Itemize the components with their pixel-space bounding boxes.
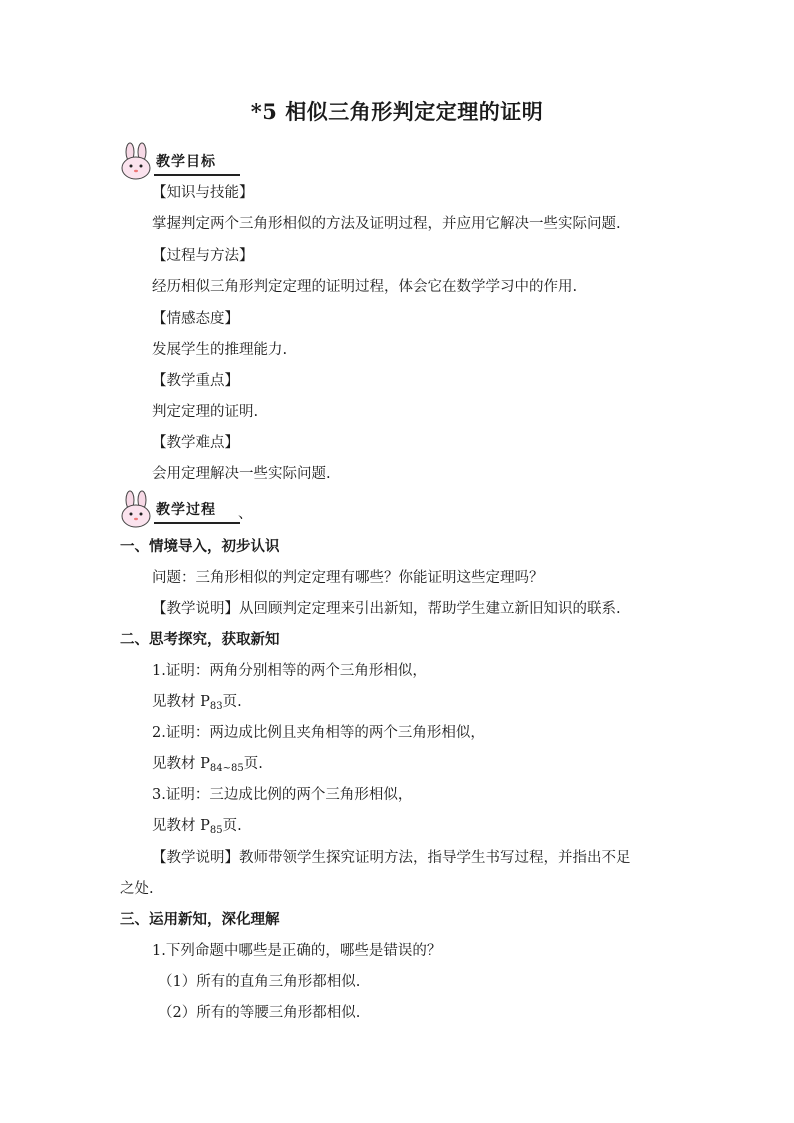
text-attitude: 发展学生的推理能力.: [152, 342, 288, 358]
page-title: *5 相似三角形判定定理的证明: [250, 99, 544, 124]
text-question-1: 1.下列命题中哪些是正确的，哪些是错误的？: [152, 943, 442, 959]
label-difficulty: 【教学难点】: [152, 435, 239, 451]
label-key-point: 【教学重点】: [152, 373, 239, 389]
heading-intro: 一、情境导入，初步认识: [120, 538, 280, 555]
badge-label: 教学目标: [156, 154, 216, 170]
text-ref-2: 见教材 $P_{84\sim 85}$页.: [152, 756, 263, 774]
text-key-point: 判定定理的证明.: [152, 404, 259, 420]
bunny-icon: [118, 142, 158, 182]
label-knowledge: 【知识与技能】: [152, 185, 254, 201]
text-knowledge: 掌握判定两个三角形相似的方法及证明过程，并应用它解决一些实际问题.: [152, 216, 621, 232]
text-difficulty: 会用定理解决一些实际问题.: [152, 466, 331, 482]
text-proof-1: 1.证明：两角分别相等的两个三角形相似，: [152, 663, 427, 679]
badge-trail-mark: 、: [238, 506, 253, 522]
label-attitude: 【情感态度】: [152, 311, 239, 327]
heading-apply: 三、运用新知，深化理解: [120, 911, 280, 928]
text-question: 问题：三角形相似的判定定理有哪些？你能证明这些定理吗？: [152, 570, 544, 586]
text-ref-1: 见教材 $P_{83}$页.: [152, 694, 242, 712]
text-teaching-note-2-cont: 之处.: [120, 881, 154, 897]
badge-label: 教学过程: [156, 502, 216, 518]
text-process: 经历相似三角形判定定理的证明过程，体会它在数学学习中的作用.: [152, 279, 578, 295]
heading-explore: 二、思考探究，获取新知: [120, 631, 280, 648]
text-ref-3: 见教材 $P_{85}$页.: [152, 818, 242, 836]
text-proof-2: 2.证明：两边成比例且夹角相等的两个三角形相似，: [152, 725, 485, 741]
text-option-1: （1）所有的直角三角形都相似.: [158, 974, 361, 990]
text-proof-3: 3.证明：三边成比例的两个三角形相似，: [152, 787, 413, 803]
section-badge-process: [118, 490, 248, 530]
badge-underline: [154, 174, 240, 176]
text-option-2: （2）所有的等腰三角形都相似.: [158, 1005, 361, 1021]
badge-underline: [154, 522, 240, 524]
label-process: 【过程与方法】: [152, 248, 254, 264]
text-teaching-note-1: 【教学说明】从回顾判定定理来引出新知，帮助学生建立新旧知识的联系.: [152, 601, 621, 617]
text-teaching-note-2: 【教学说明】教师带领学生探究证明方法，指导学生书写过程，并指出不足: [152, 850, 631, 866]
section-badge-objectives: [118, 142, 248, 182]
bunny-icon: [118, 490, 158, 530]
